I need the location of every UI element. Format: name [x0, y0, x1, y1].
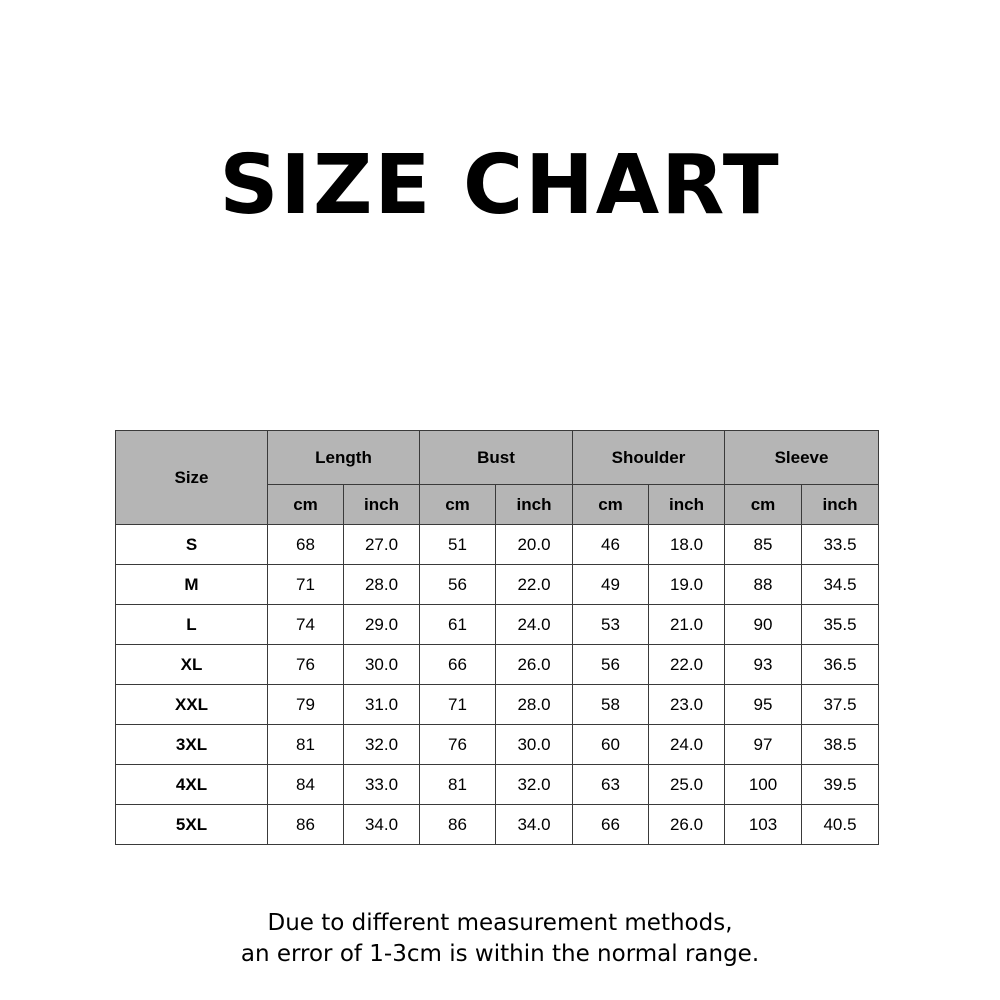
bust-group-header: Bust: [420, 431, 573, 485]
measurement-cell: 37.5: [802, 685, 879, 725]
measurement-cell: 71: [268, 565, 344, 605]
measurement-cell: 76: [268, 645, 344, 685]
unit-header-cell: cm: [420, 485, 496, 525]
measurement-cell: 100: [725, 765, 802, 805]
measurement-cell: 46: [573, 525, 649, 565]
measurement-cell: 21.0: [649, 605, 725, 645]
measurement-cell: 88: [725, 565, 802, 605]
measurement-cell: 19.0: [649, 565, 725, 605]
measurement-cell: 61: [420, 605, 496, 645]
unit-header-cell: inch: [802, 485, 879, 525]
measurement-cell: 33.0: [344, 765, 420, 805]
unit-header-cell: inch: [496, 485, 573, 525]
measurement-cell: 34.0: [496, 805, 573, 845]
measurement-cell: 51: [420, 525, 496, 565]
unit-header-cell: inch: [344, 485, 420, 525]
measurement-cell: 26.0: [649, 805, 725, 845]
shoulder-group-header: Shoulder: [573, 431, 725, 485]
table-row: [116, 645, 879, 685]
measurement-cell: 34.0: [344, 805, 420, 845]
size-label-cell: 3XL: [116, 725, 268, 765]
measurement-cell: 25.0: [649, 765, 725, 805]
table-row: [116, 605, 879, 645]
measurement-cell: 30.0: [344, 645, 420, 685]
measurement-cell: 56: [573, 645, 649, 685]
measurement-cell: 86: [268, 805, 344, 845]
size-column-header: Size: [116, 431, 268, 525]
measurement-cell: 29.0: [344, 605, 420, 645]
measurement-cell: 32.0: [344, 725, 420, 765]
measurement-cell: 58: [573, 685, 649, 725]
table-row: [116, 565, 879, 605]
measurement-cell: 22.0: [496, 565, 573, 605]
measurement-cell: 93: [725, 645, 802, 685]
measurement-cell: 86: [420, 805, 496, 845]
size-label-cell: 5XL: [116, 805, 268, 845]
note-line-1: Due to different measurement methods,: [267, 910, 733, 936]
measurement-cell: 68: [268, 525, 344, 565]
measurement-cell: 81: [420, 765, 496, 805]
size-label-cell: XL: [116, 645, 268, 685]
size-label-cell: M: [116, 565, 268, 605]
measurement-cell: 66: [420, 645, 496, 685]
measurement-cell: 53: [573, 605, 649, 645]
measurement-cell: 22.0: [649, 645, 725, 685]
measurement-cell: 63: [573, 765, 649, 805]
measurement-cell: 35.5: [802, 605, 879, 645]
measurement-cell: 84: [268, 765, 344, 805]
measurement-cell: 34.5: [802, 565, 879, 605]
unit-header-cell: cm: [268, 485, 344, 525]
measurement-cell: 39.5: [802, 765, 879, 805]
table-row: [116, 765, 879, 805]
measurement-cell: 30.0: [496, 725, 573, 765]
measurement-cell: 40.5: [802, 805, 879, 845]
measurement-cell: 71: [420, 685, 496, 725]
measurement-cell: 103: [725, 805, 802, 845]
size-label-cell: S: [116, 525, 268, 565]
measurement-cell: 95: [725, 685, 802, 725]
size-chart-table: [115, 430, 879, 845]
measurement-cell: 79: [268, 685, 344, 725]
unit-header-cell: cm: [725, 485, 802, 525]
note-line-2: an error of 1-3cm is within the normal range.: [240, 941, 760, 967]
measurement-cell: 28.0: [344, 565, 420, 605]
measurement-cell: 85: [725, 525, 802, 565]
measurement-cell: 32.0: [496, 765, 573, 805]
measurement-cell: 23.0: [649, 685, 725, 725]
table-row: [116, 685, 879, 725]
measurement-cell: 76: [420, 725, 496, 765]
measurement-cell: 60: [573, 725, 649, 765]
measurement-cell: 56: [420, 565, 496, 605]
page-title: SIZE CHART: [219, 138, 781, 233]
length-group-header: Length: [268, 431, 420, 485]
sleeve-group-header: Sleeve: [725, 431, 879, 485]
measurement-note: [0, 908, 1000, 970]
measurement-cell: 33.5: [802, 525, 879, 565]
size-label-cell: XXL: [116, 685, 268, 725]
measurement-cell: 90: [725, 605, 802, 645]
size-label-cell: 4XL: [116, 765, 268, 805]
group-header-row: [116, 431, 879, 485]
measurement-cell: 81: [268, 725, 344, 765]
measurement-cell: 66: [573, 805, 649, 845]
measurement-cell: 31.0: [344, 685, 420, 725]
measurement-cell: 24.0: [496, 605, 573, 645]
measurement-cell: 97: [725, 725, 802, 765]
measurement-cell: 18.0: [649, 525, 725, 565]
unit-header-cell: cm: [573, 485, 649, 525]
measurement-cell: 38.5: [802, 725, 879, 765]
measurement-cell: 20.0: [496, 525, 573, 565]
measurement-cell: 27.0: [344, 525, 420, 565]
measurement-cell: 36.5: [802, 645, 879, 685]
table-body: [116, 525, 879, 845]
measurement-cell: 24.0: [649, 725, 725, 765]
measurement-cell: 26.0: [496, 645, 573, 685]
table-row: [116, 725, 879, 765]
unit-header-cell: inch: [649, 485, 725, 525]
table-row: [116, 805, 879, 845]
measurement-cell: 28.0: [496, 685, 573, 725]
measurement-cell: 74: [268, 605, 344, 645]
measurement-cell: 49: [573, 565, 649, 605]
size-label-cell: L: [116, 605, 268, 645]
table-row: [116, 525, 879, 565]
